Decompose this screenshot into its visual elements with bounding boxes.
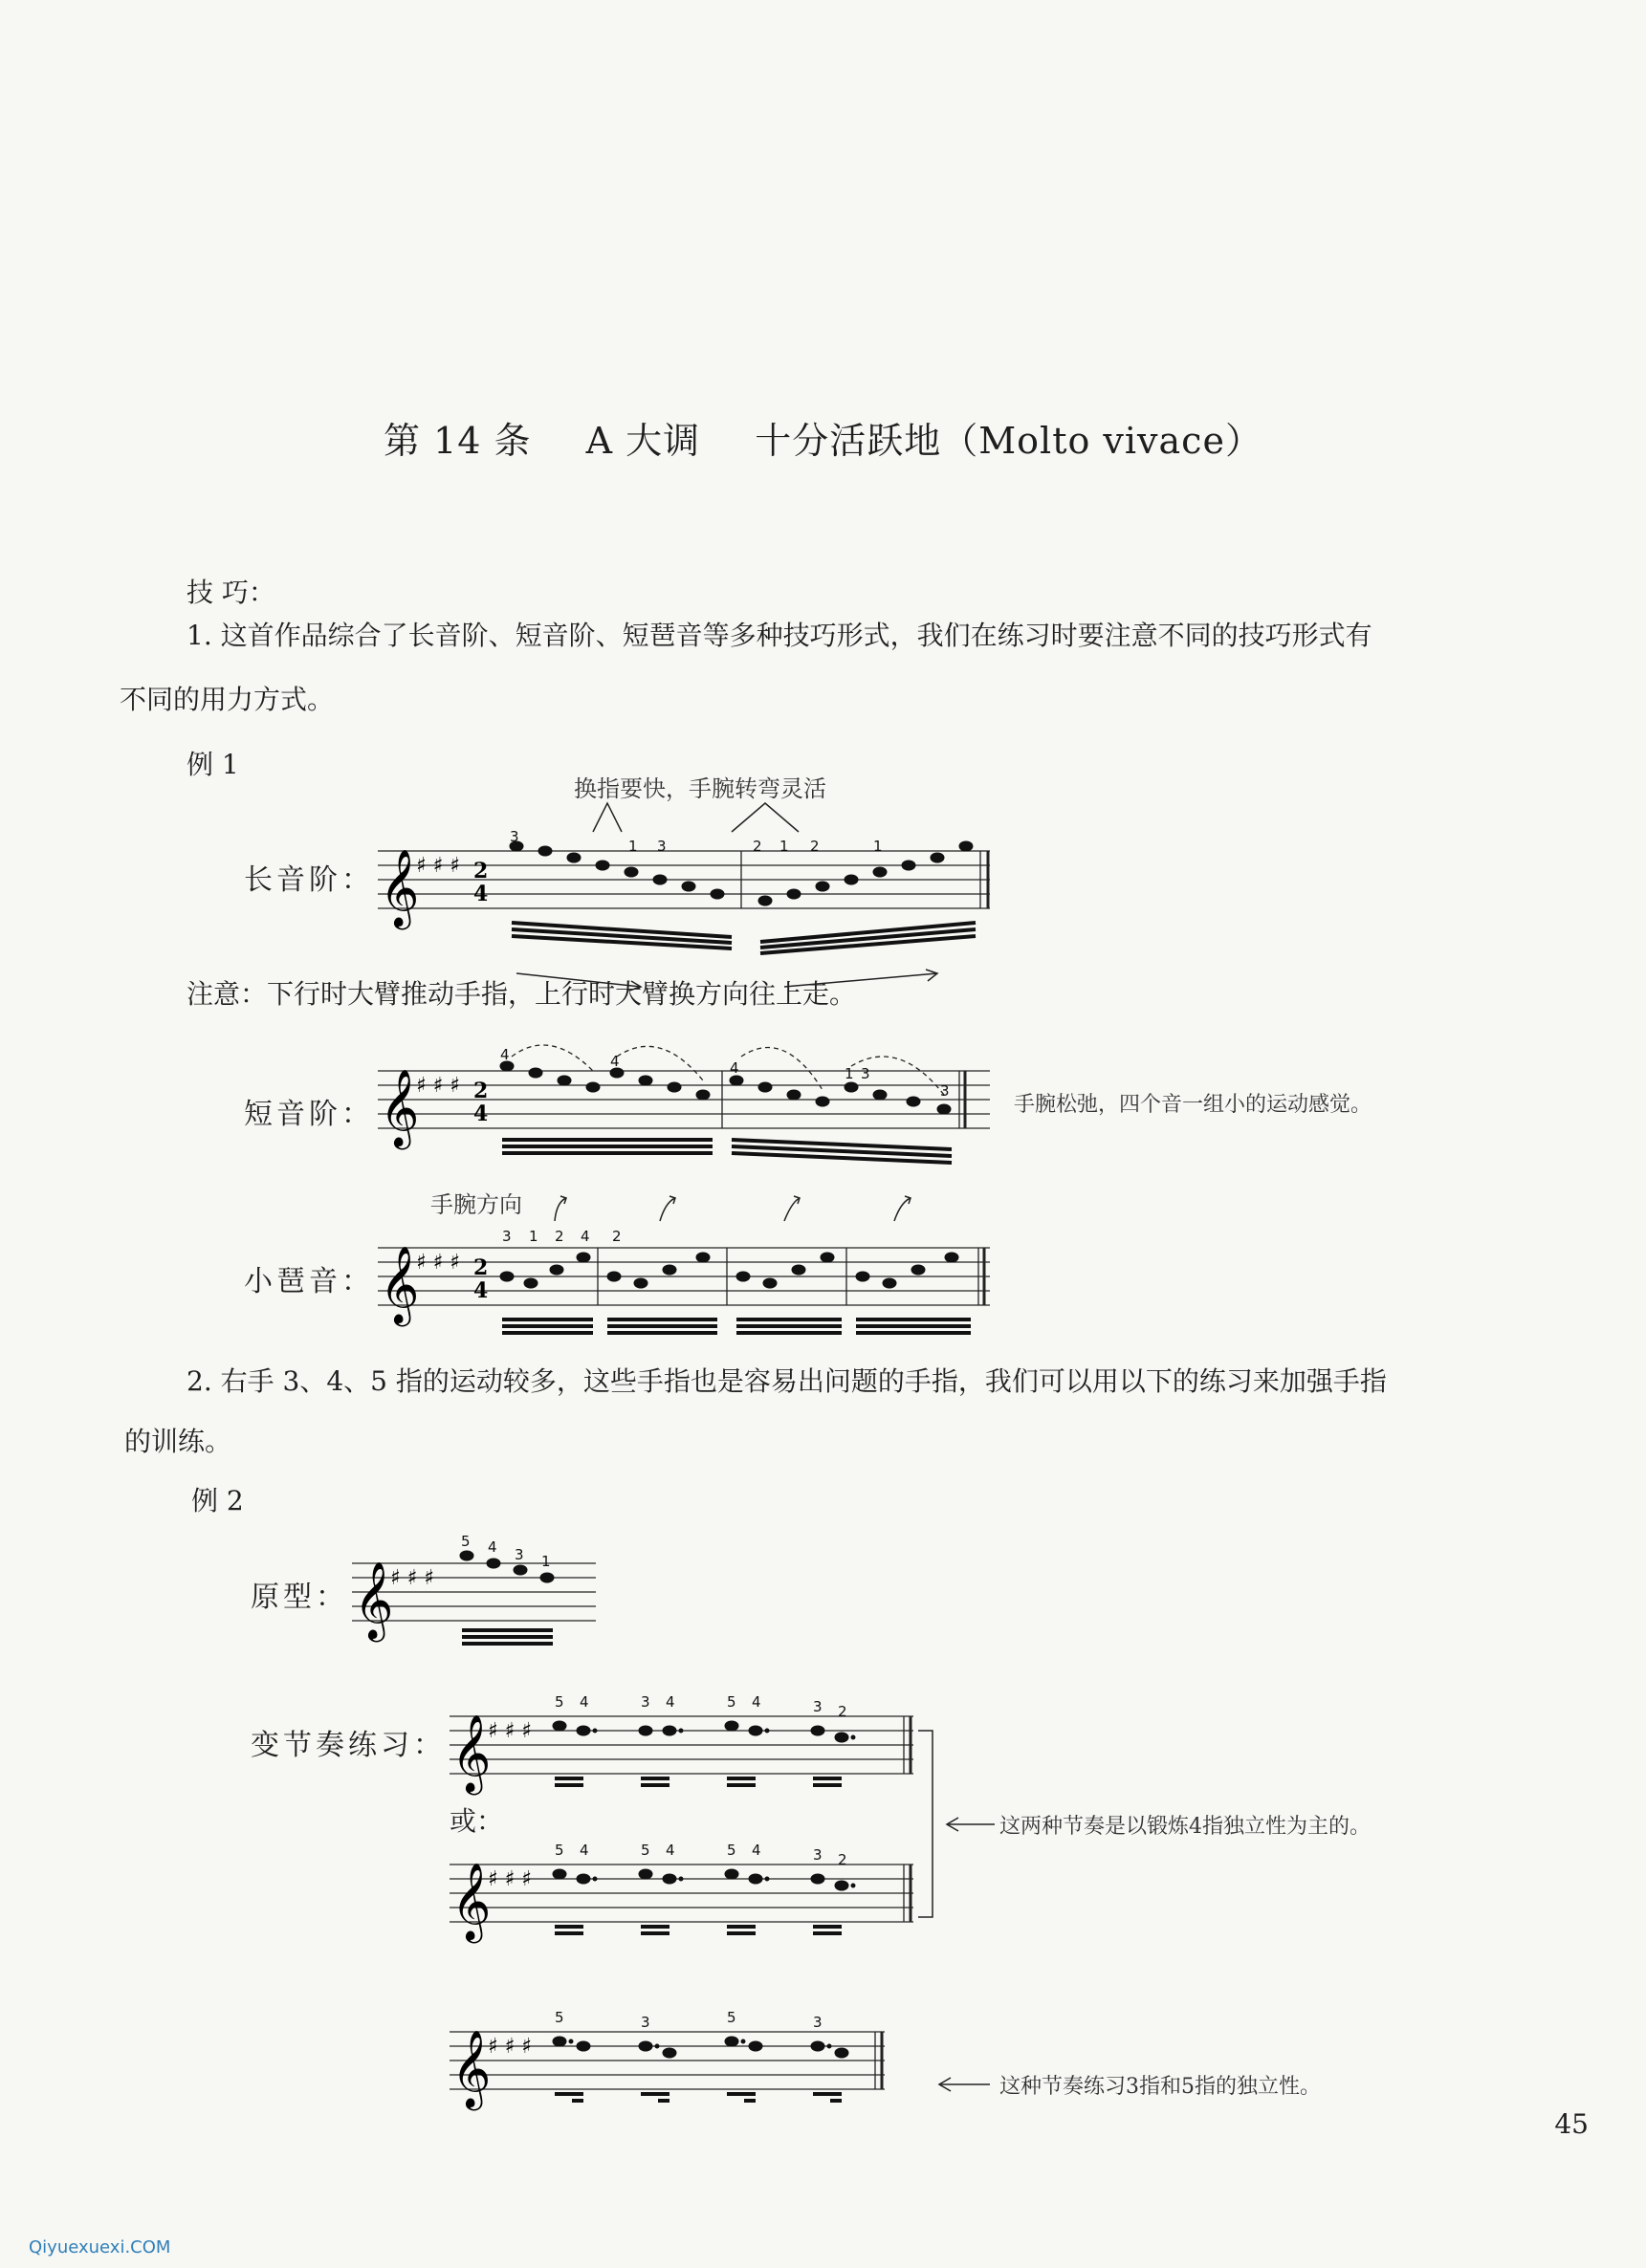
svg-text:2: 2 xyxy=(473,1079,489,1103)
slur-lines xyxy=(512,1045,944,1095)
arpeggio-label: 小琶音： xyxy=(244,1265,374,1298)
arpeggio-finger: 1 xyxy=(529,1228,538,1245)
long-scale-finger: 1 xyxy=(873,838,883,855)
svg-text:2: 2 xyxy=(473,1255,489,1280)
rhythm1-finger: 5 xyxy=(555,1693,564,1711)
rhythm3-finger: 3 xyxy=(813,2014,823,2031)
paragraph1-line1: 1. 这首作品综合了长音阶、短音阶、短琶音等多种技巧形式，我们在练习时要注意不同的技巧形式有 xyxy=(187,620,1372,651)
rhythm2-finger: 3 xyxy=(813,1846,823,1864)
sharp-icon: ♯ ♯ ♯ xyxy=(488,2035,532,2059)
page-number: 45 xyxy=(1554,2108,1589,2140)
svg-text:4: 4 xyxy=(473,1278,489,1303)
rhythm1-staff xyxy=(450,1688,928,1802)
rhythm1-finger: 4 xyxy=(666,1693,675,1711)
rhythm1-finger: 3 xyxy=(813,1698,823,1715)
long-scale-label: 长音阶： xyxy=(244,863,374,897)
paragraph1-line2: 不同的用力方式。 xyxy=(120,684,335,715)
arpeggio-finger: 2 xyxy=(555,1228,564,1245)
rhythm2-finger: 4 xyxy=(580,1842,589,1859)
short-scale-note: 手腕松弛，四个音一组小的运动感觉。 xyxy=(1014,1093,1372,1117)
long-scale-note: 注意：下行时大臂推动手指，上行时大臂换方向往上走。 xyxy=(187,978,857,1010)
treble-clef-icon: 𝄞 xyxy=(451,2029,492,2107)
long-scale-finger: 1 xyxy=(628,838,638,855)
short-scale-finger: 4 xyxy=(500,1046,510,1063)
long-scale-finger: 2 xyxy=(753,838,762,855)
rhythm2-staff xyxy=(450,1836,928,1951)
bracket-note: 这两种节奏是以锻炼4指独立性为主的。 xyxy=(999,1815,1371,1839)
arrow-left-icon xyxy=(937,2075,995,2094)
treble-clef-icon: 𝄞 xyxy=(380,1245,420,1323)
wrist-direction-arrows xyxy=(545,1190,947,1229)
rhythm1-finger: 2 xyxy=(838,1703,847,1720)
prototype-label: 原型： xyxy=(251,1581,348,1614)
svg-text:4: 4 xyxy=(473,1101,489,1126)
svg-text:2: 2 xyxy=(473,859,489,883)
paragraph2-line2: 的训练。 xyxy=(124,1426,232,1457)
paragraph2-line1: 2. 右手 3、4、5 指的运动较多，这些手指也是容易出问题的手指，我们可以用以下的练习来加强手指 xyxy=(187,1365,1387,1397)
short-scale-finger: 1 xyxy=(845,1065,854,1082)
prototype-finger: 1 xyxy=(541,1553,551,1570)
sharp-icon: ♯ ♯ ♯ xyxy=(416,1074,460,1098)
sharp-icon: ♯ ♯ ♯ xyxy=(488,1867,532,1891)
or-label: 或： xyxy=(450,1805,504,1837)
treble-clef-icon: 𝄞 xyxy=(451,1713,492,1792)
staff-lines xyxy=(378,851,990,908)
treble-clef-icon: 𝄞 xyxy=(380,1068,420,1146)
rhythm3-finger: 5 xyxy=(727,2009,736,2026)
page-title xyxy=(0,411,1646,464)
prototype-finger: 5 xyxy=(461,1533,471,1550)
rhythm2-finger: 5 xyxy=(555,1842,564,1859)
long-scale-finger: 3 xyxy=(657,838,667,855)
rhythm-label: 变节奏练习： xyxy=(251,1729,446,1762)
short-scale-staff xyxy=(378,1033,999,1167)
long-scale-finger: 3 xyxy=(510,828,519,845)
arpeggio-finger: 3 xyxy=(502,1228,512,1245)
treble-clef-icon: 𝄞 xyxy=(354,1560,394,1639)
treble-clef-icon: 𝄞 xyxy=(380,848,420,927)
long-scale-finger: 2 xyxy=(810,838,820,855)
title-tempo: 十分活跃地（Molto vivace） xyxy=(755,420,1262,462)
rhythm2-finger: 5 xyxy=(641,1842,650,1859)
sharp-icon: ♯ ♯ ♯ xyxy=(488,1719,532,1743)
arpeggio-finger: 4 xyxy=(581,1228,590,1245)
rhythm1-finger: 5 xyxy=(727,1693,736,1711)
rhythm2-finger: 4 xyxy=(752,1842,761,1859)
rhythm3-finger: 5 xyxy=(555,2009,564,2026)
treble-clef-icon: 𝄞 xyxy=(451,1862,492,1940)
long-scale-staff xyxy=(378,822,999,956)
rhythm2-finger: 4 xyxy=(666,1842,675,1859)
example2-label: 例 2 xyxy=(191,1485,244,1516)
rhythm2-finger: 2 xyxy=(838,1851,847,1868)
rhythm3-staff xyxy=(450,2003,899,2118)
sharp-icon: ♯ ♯ ♯ xyxy=(416,854,460,878)
short-scale-label: 短音阶： xyxy=(244,1098,374,1131)
arpeggio-finger: 2 xyxy=(612,1228,622,1245)
rhythm1-finger: 3 xyxy=(641,1693,650,1711)
sharp-icon: ♯ ♯ ♯ xyxy=(416,1251,460,1275)
title-number: 第 14 条 xyxy=(384,420,532,462)
short-scale-finger: 3 xyxy=(861,1065,870,1082)
long-scale-notes xyxy=(510,841,976,953)
rhythm3-note: 这种节奏练习3指和5指的独立性。 xyxy=(999,2075,1321,2099)
short-scale-finger: 4 xyxy=(730,1059,739,1077)
prototype-finger: 3 xyxy=(515,1546,524,1563)
prototype-finger: 4 xyxy=(488,1538,497,1556)
rhythm3-finger: 3 xyxy=(641,2014,650,2031)
example1-label: 例 1 xyxy=(187,749,239,780)
arpeggio-staff xyxy=(378,1224,999,1348)
svg-text:4: 4 xyxy=(473,882,489,906)
sharp-icon: ♯ ♯ ♯ xyxy=(390,1566,434,1590)
site-watermark: Qiyuexuexi.COM xyxy=(29,2237,171,2257)
long-scale-finger: 1 xyxy=(779,838,789,855)
rhythm2-finger: 5 xyxy=(727,1842,736,1859)
long-scale-annotation: 换指要快，手腕转弯灵活 xyxy=(574,775,826,802)
arpeggio-annotation: 手腕方向 xyxy=(430,1191,522,1218)
section-heading: 技 巧： xyxy=(187,577,275,608)
grouping-bracket xyxy=(913,1726,1009,1927)
title-key: A 大调 xyxy=(585,420,701,462)
short-scale-finger: 4 xyxy=(610,1053,620,1070)
rhythm1-finger: 4 xyxy=(752,1693,761,1711)
short-scale-finger: 3 xyxy=(940,1082,950,1100)
rhythm1-finger: 4 xyxy=(580,1693,589,1711)
prototype-staff xyxy=(352,1535,601,1649)
